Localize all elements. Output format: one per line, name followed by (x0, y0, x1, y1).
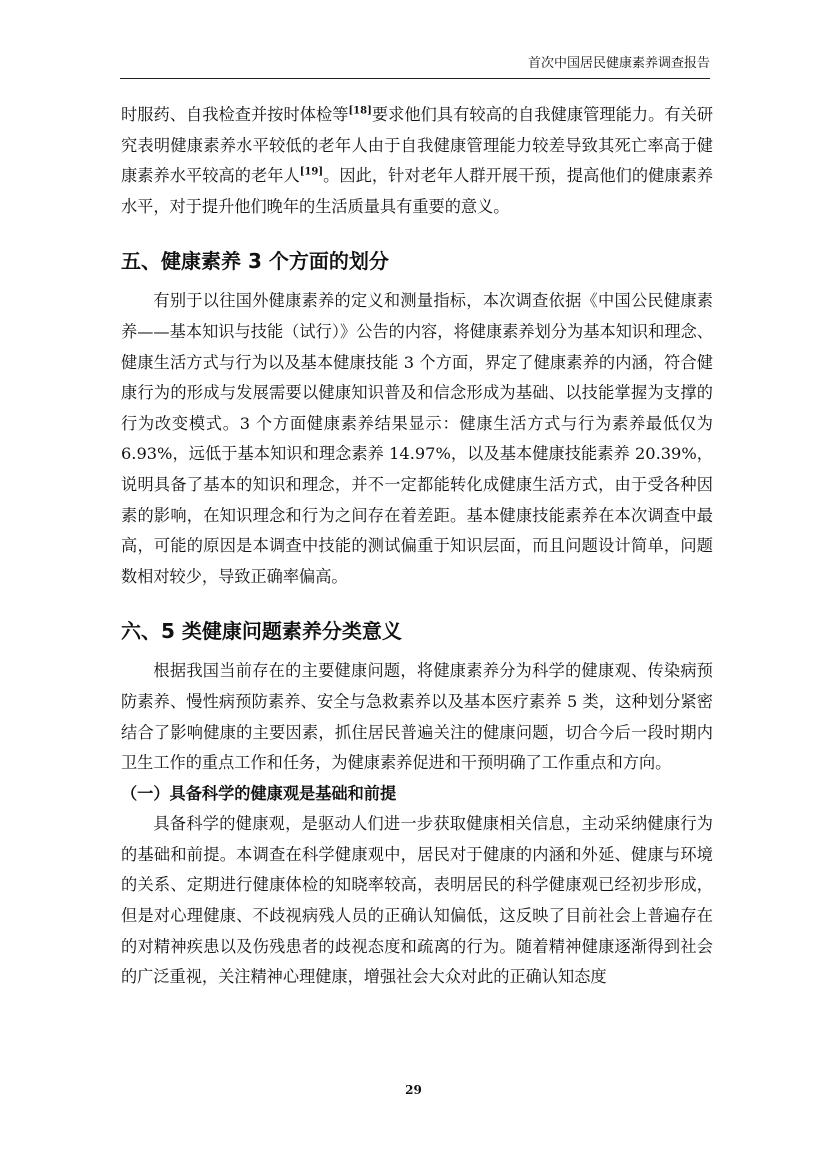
page-body (121, 100, 713, 993)
header-rule (120, 78, 710, 79)
section-5-paragraph: 有别于以往国外健康素养的定义和测量指标，本次调查依据《中国公民健康素养——基本知识与技能（试行）》公告的内容，将健康素养划分为基本知识和理念、健康生活方式与行为以及基本健康技能 3 个方面，界定了健康素养的内涵，符合健康行为的形成与发展需要以健康知识普及和信念形成为基础、以技能掌握为支撑的行为改变模式。3 个方面健康素养结果显示：健康生活方式与行为素养最低仅为 6.93%，远低于基本知识和理念素养 14.97%，以及基本健康技能素养 20.39%，说明具备了基本的知识和理念，并不一定都能转化成健康生活方式，由于受各种因素的影响，在知识理念和行为之间存在着差距。基本健康技能素养在本次调查中最高，可能的原因是本调查中技能的测试偏重于知识层面，而且问题设计简单，问题数相对较少，导致正确率偏高。 (121, 291, 713, 586)
p1-text-3: 。因此，针对老年人群开展干预，提高他们的健康素养水平，对于提升他们晚年的生活质量具有重要的意义。 (121, 166, 714, 216)
citation-18[interactable]: [18] (348, 105, 372, 117)
page-number: 29 (405, 1083, 422, 1097)
section-6-heading: 六、5 类健康问题素养分类意义 (121, 619, 402, 644)
subsection-1-heading: （一）具备科学的健康观是基础和前提 (121, 783, 397, 803)
continued-paragraph (121, 100, 713, 222)
spacer (121, 222, 713, 246)
subsection-1-paragraph: 具备科学的健康观，是驱动人们进一步获取健康相关信息，主动采纳健康行为的基础和前提。本调查在科学健康观中，居民对于健康的内涵和外延、健康与环境的关系、定期进行健康体检的知晓率较高，表明居民的科学健康观已经初步形成，但是对心理健康、不歧视病残人员的正确认知偏低，这反映了目前社会上普遍存在的对精神疾患以及伤残患者的歧视态度和疏离的行为。随着精神健康逐渐得到社会的广泛重视，关注精神心理健康，增强社会大众对此的正确认知态度 (121, 814, 713, 987)
spacer (121, 276, 713, 286)
spacer (121, 592, 713, 616)
citation-19[interactable]: [19] (299, 166, 324, 178)
running-header: 首次中国居民健康素养调查报告 (527, 56, 710, 71)
p1-text-2: 要求他们具有较高的自我健康管理能力。有关研究表明健康素养水平较低的老年人由于自我健康管理能力较差导致其死亡率高于健康素养水平较高的老年人 (121, 105, 714, 186)
spacer (121, 646, 713, 656)
p1-text-1: 时服药、自我检查并按时体检等 (121, 105, 349, 124)
section-5-heading: 五、健康素养 3 个方面的划分 (121, 249, 389, 274)
section-6-paragraph: 根据我国当前存在的主要健康问题，将健康素养分为科学的健康观、传染病预防素养、慢性病预防素养、安全与急救素养以及基本医疗素养 5 类，这种划分紧密结合了影响健康的主要因素，抓住居民普遍关注的健康问题，切合今后一段时期内卫生工作的重点工作和任务，为健康素养促进和干预明确了工作重点和方向。 (121, 661, 713, 773)
